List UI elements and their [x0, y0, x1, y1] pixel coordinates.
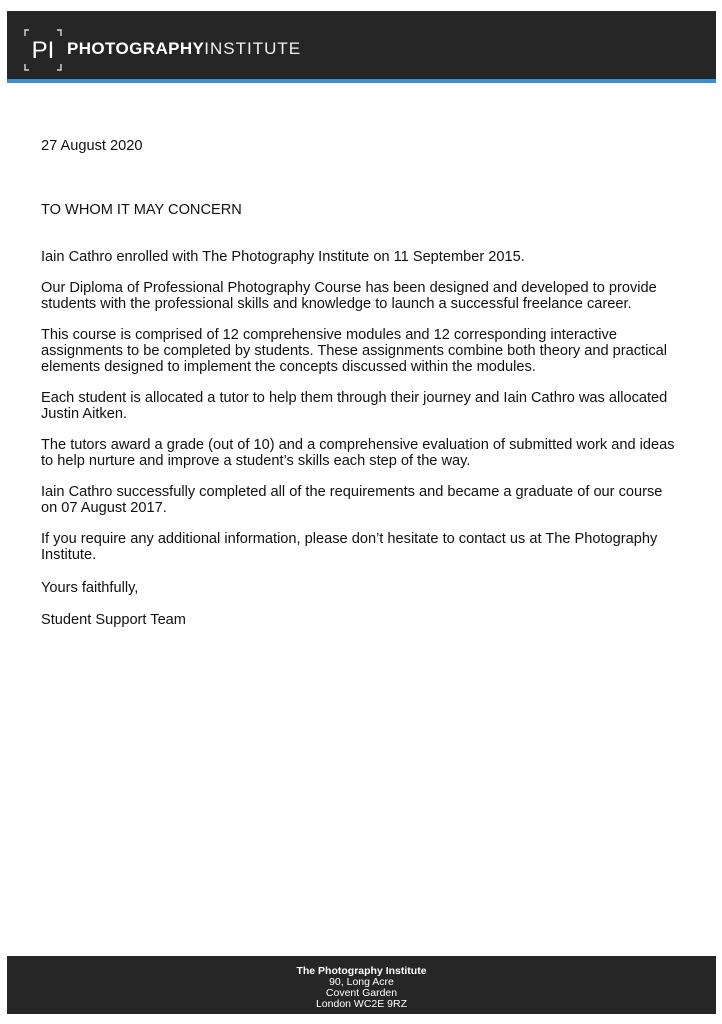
brand-wordmark-bold: PHOTOGRAPHY — [67, 39, 205, 58]
paragraph-enrolment: Iain Cathro enrolled with The Photography Institute on 11 September 2015. — [41, 249, 525, 265]
paragraph-contact: If you require any additional information, please don’t hesitate to contact us at The Photography Institute. — [41, 531, 658, 563]
footer-address-line: Covent Garden — [325, 987, 398, 999]
letterhead-accent-rule — [7, 79, 716, 83]
logo-mark-icon — [24, 29, 62, 71]
letter-signature: Student Support Team — [41, 612, 186, 628]
brand-wordmark-light: INSTITUTE — [204, 39, 302, 58]
footer-address-line: 90, Long Acre — [329, 976, 394, 988]
logo-mark-text: PI — [31, 37, 55, 64]
letterhead-footer — [7, 956, 716, 1014]
footer-address-line: London WC2E 9RZ — [315, 998, 408, 1010]
footer-organisation: The Photography Institute — [296, 965, 427, 977]
paragraph-completion: Iain Cathro successfully completed all of the requirements and became a graduate of our course on 07 August 2017. — [41, 484, 663, 516]
letter-salutation: TO WHOM IT MAY CONCERN — [41, 202, 242, 218]
paragraph-course-overview: Our Diploma of Professional Photography Course has been designed and developed to provide students with the professional skills and knowledge to launch a successful freelance career. — [41, 280, 657, 312]
paragraph-grading: The tutors award a grade (out of 10) and a comprehensive evaluation of submitted work and ideas to help nurture and improve a student’s skills each step of the way. — [41, 437, 675, 469]
letter-closing: Yours faithfully, — [41, 580, 139, 596]
brand-wordmark — [67, 38, 301, 60]
letter-date: 27 August 2020 — [41, 138, 143, 154]
paragraph-tutor-allocation: Each student is allocated a tutor to help them through their journey and Iain Cathro was allocated Justin Aitken. — [41, 390, 668, 422]
paragraph-course-structure: This course is comprised of 12 comprehensive modules and 12 corresponding interactive assignments to be completed by students. These assignments combine both theory and practical elements designed to implement the concepts discussed within the modules. — [41, 327, 667, 375]
letter-body — [41, 138, 681, 628]
